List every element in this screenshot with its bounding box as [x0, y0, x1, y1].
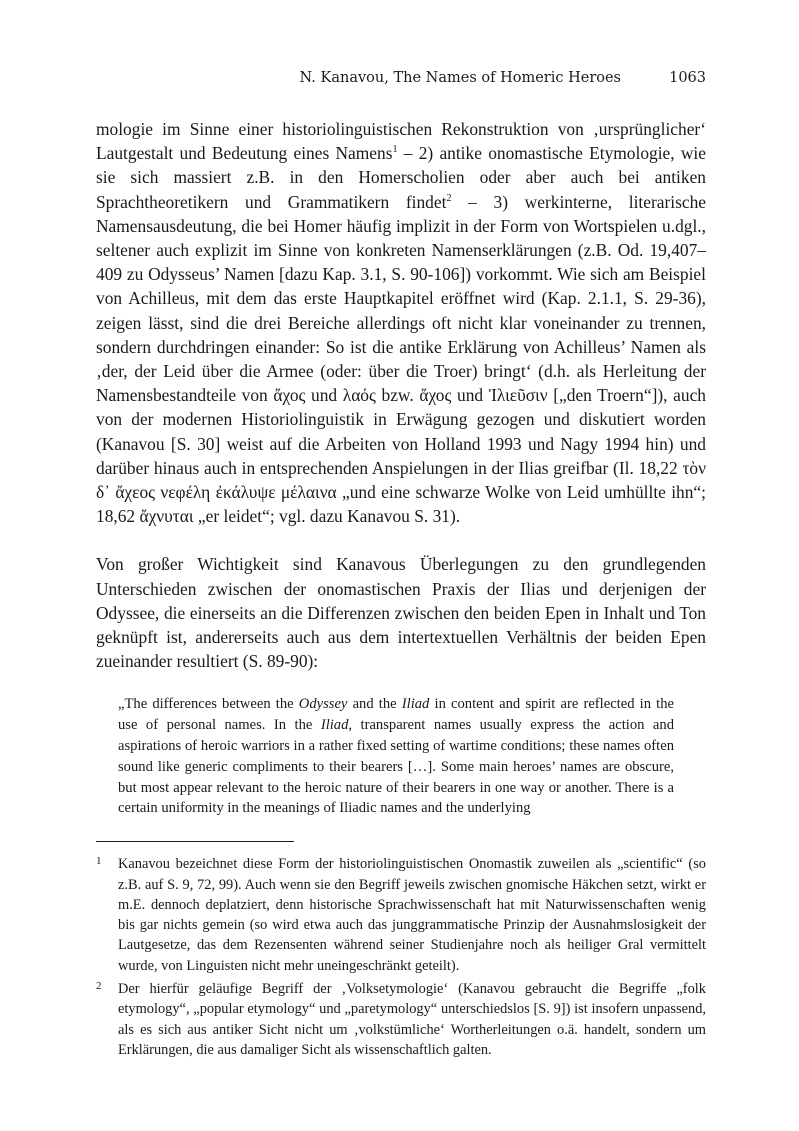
footnotes [96, 854, 706, 1060]
footnote-1 [96, 854, 706, 976]
paragraph-1-part-b: – 2) antike onomastische Etymologie, wie sie sich massiert z.B. in den Homerscholien oder aber auch bei antiken Sprachtheoretikern und Grammatikern findet [96, 143, 706, 212]
footnote-text: Der hierfür geläufige Begriff der ‚Volksetymologie‘ (Kanavou gebraucht die Begriffe „folk etymology“, „popular etymology“ und „paretymology“ unterschiedslos [S. 9]) ist insofern unpassend, als es sich aus antiker Sicht nicht um ‚volkstümliche‘ Wortherleitungen o.ä. handelt, sondern um Erklärungen, die aus damaliger Sicht als wissenschaftlich galten. [118, 981, 706, 1058]
footnote-ref-2: 2 [446, 192, 452, 204]
quote-part: and the [347, 696, 402, 713]
paragraph-1 [96, 117, 706, 528]
running-head [96, 70, 706, 100]
page [96, 70, 706, 1060]
footnote-ref-1: 1 [392, 144, 398, 156]
running-head-title: N. Kanavou, The Names of Homeric Heroes [299, 70, 621, 86]
quote-part: in content and spirit are reflected in the use of personal names. In the [118, 696, 674, 734]
block-quote [118, 694, 674, 819]
footnote-rule [96, 841, 294, 842]
quote-title-odyssey: Odyssey [298, 696, 348, 713]
main-text [96, 117, 706, 673]
footnote-number: 2 [96, 980, 102, 993]
page-number: 1063 [669, 70, 706, 86]
footnote-number: 1 [96, 855, 102, 868]
quote-title-iliad: Iliad [320, 717, 349, 734]
quote-title-iliad: Iliad [401, 696, 430, 713]
paragraph-2: Von großer Wichtigkeit sind Kanavous Überlegungen zu den grundlegenden Unterschieden zwischen der onomastischen Praxis der Ilias und derjenigen der Odyssee, die einerseits an die Differenzen zwischen den beiden Epen in Inhalt und Ton geknüpft ist, andererseits auch aus dem intertextuellen Verhältnis der beiden Epen zueinander resultiert (S. 89-90): [96, 554, 706, 672]
quote-part: , transparent names usually express the action and aspirations of heroic warriors in a rather fixed setting of wartime conditions; these names often sound like generic compliments to their bearers […]. Some main heroes’ names are obscure, but most appear relevant to the heroic nature of their bearers in one way or another. There is a certain uniformity in the meanings of Iliadic names and the underlying [118, 717, 674, 817]
paragraph-1-part-a: mologie im Sinne einer historiolinguistischen Rekonstruktion von ‚ursprünglicher‘ Lautgestalt und Bedeutung eines Namens [96, 119, 706, 164]
paragraph-1-part-c: – 3) werkinterne, literarische Namensausdeutung, die bei Homer häufig implizit in der Form von Wortspielen u.dgl., seltener auch explizit im Sinne von konkreten Namenserklärungen (z.B. Od. 19,407–409 zu Odysseus’ Namen [dazu Kap. 3.1, S. 90-106]) vorkommt. Wie sich am Beispiel von Achilleus, mit dem das erste Hauptkapitel eröffnet wird (Kap. 2.1.1, S. 29-36), zeigen lässt, sind die drei Bereiche allerdings oft nicht klar voneinander zu trennen, sondern durchdringen einander: So ist die antike Erklärung von Achilleus’ Namen als ‚der, der Leid über die Armee (oder: über die Troer) bringt‘ (d.h. als Herleitung der Namensbestandteile von ἄχος und λαός bzw. ἄχος und Ἰλιεῦσιν [„den Troern“]), auch von der modernen Historiolinguistik in Erwägung gezogen und diskutiert worden (Kanavou [S. 30] weist auf die Arbeiten von Holland 1993 und Nagy 1994 hin) und darüber hinaus auch in entsprechenden Anspielungen in der Ilias greifbar (Il. 18,22 τὸν δ᾽ ἄχεος νεφέλη ἐκάλυψε μέλαινα „und eine schwarze Wolke von Leid umhüllte ihn“; 18,62 ἄχνυται „er leidet“; vgl. dazu Kanavou S. 31). [96, 191, 707, 527]
footnote-2 [96, 979, 706, 1060]
quote-part: „The differences between the [118, 696, 299, 713]
footnote-text: Kanavou bezeichnet diese Form der historiolinguistischen Onomastik zuweilen als „scientific“ (so z.B. auf S. 9, 72, 99). Auch wenn sie den Begriff jeweils zwischen gnomische Häkchen setzt, wirkt er m.E. dennoch deplatziert, denn historische Sprachwissenschaft hat mit Naturwissenschaften wenig bis gar nichts gemein (so wird etwa auch das junggrammatische Prinzip der Ausnahmslosigkeit der Lautgesetze, das dem Rezensenten während seiner Studienjahre noch als heiliger Gral vermittelt wurde, von Linguisten nicht mehr uneingeschränkt geteilt). [118, 856, 706, 974]
